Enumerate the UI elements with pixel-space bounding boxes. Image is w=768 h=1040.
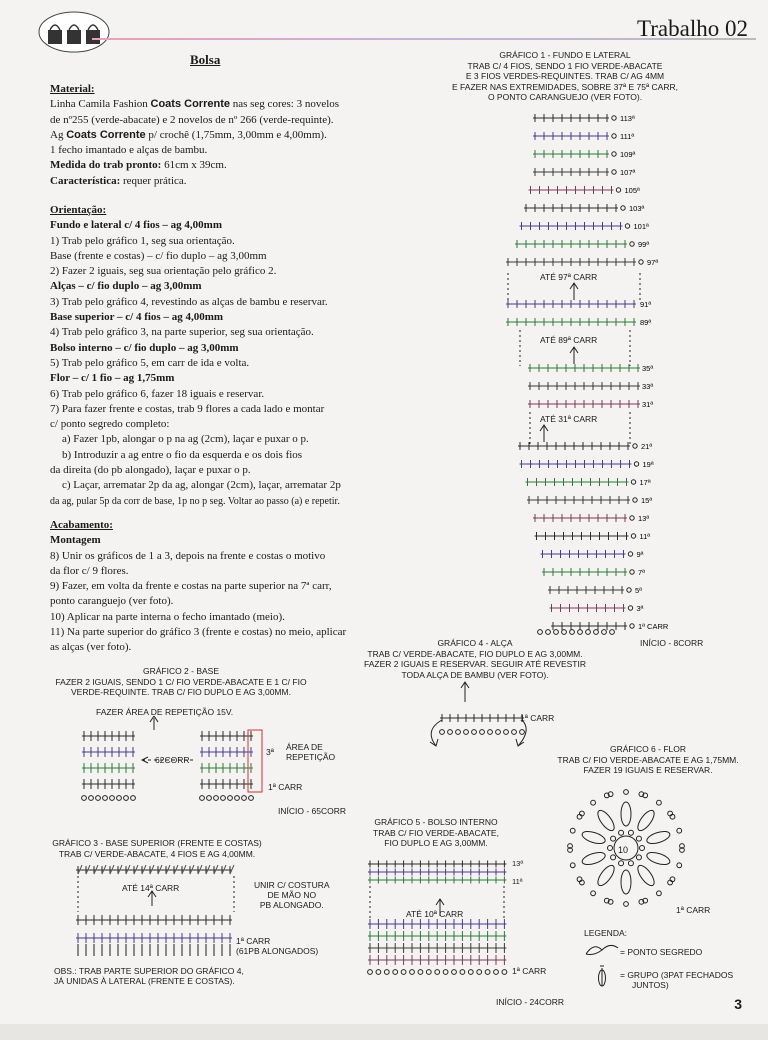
chain-stitch: [546, 630, 551, 635]
arrow-up-icon: [150, 716, 158, 730]
arrow-up-icon: [148, 891, 156, 906]
chain-stitch: [591, 891, 596, 896]
caption-line: TRAB C/ FIO VERDE-ABACATE,: [373, 827, 499, 838]
legend-item-ponto-segredo: = PONTO SEGREDO: [620, 947, 703, 957]
petal-grupo: [645, 829, 671, 846]
legend-heading: LEGENDA:: [584, 928, 627, 938]
obs-line: OBS.: TRAB PARTE SUPERIOR DO GRÁFICO 4,: [54, 966, 244, 976]
join-note-line: DE MÃO NO: [267, 890, 317, 900]
montagem-line: 9) Fazer, em volta da frente e costas na parte superior na 7ª carr,: [50, 580, 332, 593]
chain-stitch: [214, 796, 219, 801]
step-line: da direita (do pb alongado), laçar e puxar o p.: [50, 464, 251, 477]
chain-stitch: [554, 630, 559, 635]
chain-stitch: [221, 796, 226, 801]
montagem-line: 8) Unir os gráficos de 1 a 3, depois na frente e costas o motivo: [50, 549, 326, 562]
caption-line: FAZER 2 IGUAIS E RESERVAR. SEGUIR ATÉ REVESTIR: [363, 659, 586, 669]
legend-item-grupo: = GRUPO (3PAT FECHADOS: [620, 970, 734, 980]
row-label: 107ª: [620, 168, 636, 177]
caption-line: FAZER 19 IGUAIS E RESERVAR.: [583, 765, 713, 775]
chain-stitch: [249, 796, 254, 801]
petal-grupo: [581, 850, 607, 867]
grafico4-row1-label: 1ª CARR: [520, 713, 555, 723]
turning-chain: [633, 498, 637, 502]
chain-stitch: [586, 630, 591, 635]
chain-stitch: [443, 970, 448, 975]
gap-label: ATÉ 89ª CARR: [540, 335, 598, 345]
orientacao-line: Base (frente e costas) – c/ fio duplo – ag 3,00mm: [50, 249, 267, 262]
chain-stitch: [440, 730, 445, 735]
grafico1-caption: [430, 50, 700, 103]
chain-stitch: [591, 800, 596, 805]
legend-icons: [584, 940, 624, 990]
chain-stitch: [496, 730, 501, 735]
material-section: [50, 82, 380, 189]
row-label: 89ª: [640, 318, 652, 327]
chain-stitch: [628, 861, 633, 866]
chain-stitch: [110, 796, 115, 801]
chain-stitch: [460, 970, 465, 975]
legend-item-grupo-cont: JUNTOS): [632, 980, 669, 990]
turning-chain: [630, 624, 634, 628]
chain-stitch: [594, 630, 599, 635]
row-label: 111ª: [620, 132, 635, 141]
orientacao-subheading: Base superior – c/ 4 fios – ag 4,00mm: [50, 311, 224, 324]
caption-line: FAZER 2 IGUAIS, SENDO 1 C/ FIO VERDE-ABACATE E 1 C/ FIO: [55, 676, 307, 687]
turning-chain: [612, 134, 616, 138]
row-label: 1ª CARR: [638, 622, 669, 631]
chain-stitch: [103, 796, 108, 801]
turning-chain: [625, 224, 629, 228]
row-label: 3ª: [636, 604, 644, 613]
montagem-heading: Montagem: [50, 534, 101, 547]
chain-stitch: [611, 836, 616, 841]
chain-stitch: [636, 836, 641, 841]
arrow-up-icon: [540, 425, 548, 442]
caption-line: TRAB C/ VERDE-ABACATE, 4 FIOS E AG 4,00MM.: [58, 848, 256, 859]
grafico5-row1: 1ª CARR: [512, 966, 547, 976]
chain-stitch: [512, 730, 517, 735]
step-line: c) Laçar, arrematar 2p da ag, alongar (2cm), laçar, arrematar 2p: [62, 479, 341, 492]
chain-stitch: [562, 630, 567, 635]
chain-stitch: [368, 970, 373, 975]
caption-line: VERDE-REQUINTE. TRAB C/ FIO DUPLO E AG 3,00MM.: [71, 687, 291, 697]
petal-grupo: [635, 808, 657, 833]
caption-line: GRÁFICO 1 - FUNDO E LATERAL: [499, 50, 631, 60]
chain-stitch: [636, 855, 641, 860]
caption-line: GRÁFICO 5 - BOLSO INTERNO: [374, 817, 498, 827]
grafico2-row3-label: 3ª: [266, 747, 274, 757]
chain-stitch: [578, 630, 583, 635]
grafico2-caption: [36, 666, 326, 698]
chain-stitch: [610, 630, 615, 635]
montagem-line: ponto caranguejo (ver foto).: [50, 595, 174, 608]
grafico1-diagram: [490, 108, 730, 648]
chain-stitch: [504, 730, 509, 735]
caption-line: E FAZER NAS EXTREMIDADES, SOBRE 37ª E 75ª CARR,: [452, 81, 678, 92]
join-note-line: PB ALONGADO.: [259, 900, 324, 910]
medida-value: 61cm x 39cm.: [161, 159, 227, 172]
orientacao-line: 7) Para fazer frente e costas, trab 9 flores a cada lado e montar: [50, 402, 325, 415]
caption-line: GRÁFICO 3 - BASE SUPERIOR (FRENTE E COSTAS): [52, 838, 262, 848]
row-label: 5ª: [635, 586, 642, 595]
row-label: 19ª: [642, 460, 654, 469]
turning-chain: [631, 534, 635, 538]
montagem-line: 11) Na parte superior do gráfico 3 (frente e costas) no meio, aplicar: [50, 626, 347, 639]
montagem-line: as alças (ver foto).: [50, 641, 132, 654]
turning-chain: [634, 462, 638, 466]
section-title: Trabalho 02: [637, 16, 748, 41]
chain-stitch: [435, 970, 440, 975]
chain-stitch: [640, 846, 645, 851]
petal-grupo: [621, 802, 631, 826]
turning-chain: [616, 188, 620, 192]
chain-stitch: [624, 790, 629, 795]
chain-stitch: [677, 863, 682, 868]
orientacao-line: 3) Trab pelo gráfico 4, revestindo as alças de bambu e reservar.: [50, 295, 328, 308]
chain-stitch: [235, 796, 240, 801]
turning-chain: [630, 516, 634, 520]
material-line: Ag Coats Corrente p/ crochê (1,75mm, 3,00mm e 4,00mm).: [50, 128, 327, 141]
row1-line: (61PB ALONGADOS): [236, 946, 319, 956]
montagem-line: 10) Aplicar na parte interna o fecho imantado (meio).: [50, 610, 285, 623]
chain-stitch: [228, 796, 233, 801]
petal-grupo: [645, 850, 671, 867]
chain-stitch: [624, 902, 629, 907]
petal-grupo: [581, 829, 607, 846]
chain-stitch: [468, 970, 473, 975]
turning-chain: [621, 206, 625, 210]
chain-stitch: [207, 796, 212, 801]
grafico4-caption: [350, 638, 600, 680]
grafico3-obs: [54, 966, 244, 986]
orientacao-line: c/ ponto segredo completo:: [50, 418, 170, 431]
turning-chain: [612, 116, 616, 120]
turning-chain: [628, 552, 632, 556]
row-label: 105ª: [624, 186, 640, 195]
caption-line: GRÁFICO 2 - BASE: [142, 666, 220, 676]
grafico2-chain-label: 62CORR: [155, 755, 190, 765]
caption-line: TRAB C/ VERDE-ABACATE, FIO DUPLO E AG 3,00MM.: [367, 648, 583, 659]
step-line: a) Fazer 1pb, alongar o p na ag (2cm), laçar e puxar o p.: [62, 433, 309, 446]
row1-line: 1ª CARR: [236, 936, 271, 946]
chain-stitch: [448, 730, 453, 735]
gap-label: ATÉ 97ª CARR: [540, 272, 598, 282]
row-label: 15ª: [641, 496, 653, 505]
caption-line: O PONTO CARANGUEJO (VER FOTO).: [487, 92, 643, 102]
chain-stitch: [477, 970, 482, 975]
turning-chain: [628, 606, 632, 610]
turning-chain: [630, 242, 634, 246]
chain-stitch: [200, 796, 205, 801]
bags-logo-icon: [38, 10, 110, 54]
grupo-icon: [599, 966, 606, 986]
chain-stitch: [570, 863, 575, 868]
chain-stitch: [464, 730, 469, 735]
chain-stitch: [480, 730, 485, 735]
chain-stitch: [131, 796, 136, 801]
chain-stitch: [376, 970, 381, 975]
grafico3-join-note: [254, 880, 330, 910]
chain-stitch: [488, 730, 493, 735]
row-label: 97ª: [647, 258, 659, 267]
ponto-segredo-icon: [586, 945, 618, 954]
grafico2-diagram: [76, 716, 276, 816]
row-label: 109ª: [620, 150, 636, 159]
chain-stitch: [611, 855, 616, 860]
grafico2-start-label: INÍCIO - 65CORR: [278, 806, 347, 816]
petal-grupo: [635, 863, 657, 888]
chain-stitch: [410, 970, 415, 975]
repeat-area-line: ÁREA DE: [286, 742, 323, 752]
grafico5-row11: 11ª: [512, 877, 523, 886]
grafico2-row1-label: 1ª CARR: [268, 782, 303, 792]
chain-stitch: [426, 970, 431, 975]
grafico5-start-label: INÍCIO - 24CORR: [496, 997, 565, 1007]
arrow-up-icon: [570, 347, 578, 364]
montagem-line: da flor c/ 9 flores.: [50, 564, 129, 577]
row-label: 13ª: [638, 514, 650, 523]
petal-grupo: [621, 870, 631, 894]
grafico3-gap-label: ATÉ 14ª CARR: [122, 883, 180, 893]
chain-stitch: [89, 796, 94, 801]
grafico4-diagram: [420, 680, 530, 760]
turning-chain: [612, 170, 616, 174]
row-label: 11ª: [639, 532, 651, 541]
chain-stitch: [502, 970, 507, 975]
grafico3-caption: [32, 838, 282, 859]
orientacao-line: 4) Trab pelo gráfico 3, na parte superior, seg sua orientação.: [50, 326, 314, 339]
chain-stitch: [418, 970, 423, 975]
chain-stitch: [393, 970, 398, 975]
orientacao-subheading: Fundo e lateral c/ 4 fios – ag 4,00mm: [50, 219, 223, 232]
brand-name: Coats Corrente: [150, 98, 230, 111]
step-line: b) Introduzir a ag entre o fio da esquerda e os dois fios: [62, 448, 303, 461]
chain-stitch: [628, 830, 633, 835]
medida-line: [50, 158, 380, 173]
petal-grupo: [595, 863, 617, 888]
caption-line: E 3 FIOS VERDES-REQUINTES. TRAB C/ AG 4MM: [465, 71, 665, 81]
turning-chain: [627, 588, 631, 592]
article-title: Bolsa: [190, 52, 221, 67]
caracteristica-value: requer prática.: [120, 174, 187, 187]
row-label: 91ª: [640, 300, 652, 309]
grafico1-start-label: INÍCIO - 8CORR: [640, 638, 704, 648]
medida-label: Medida do trab pronto:: [50, 159, 162, 172]
caption-line: TRAB C/ 4 FIOS, SENDO 1 FIO VERDE-ABACATE: [467, 60, 663, 71]
material-line: Linha Camila Fashion Coats Corrente nas seg cores: 3 novelos: [50, 98, 340, 111]
turning-chain: [633, 444, 637, 448]
row-label: 101ª: [633, 222, 649, 231]
acabamento-section: [50, 518, 380, 656]
chain-stitch: [619, 830, 624, 835]
grafico6-row1: 1ª CARR: [676, 905, 711, 915]
orientacao-subheading: Bolso interno – c/ fio duplo – ag 3,00mm: [50, 341, 239, 354]
caption-line: GRÁFICO 6 - FLOR: [609, 744, 687, 754]
chain-stitch: [485, 970, 490, 975]
chain-stitch: [619, 861, 624, 866]
row-label: 7ª: [638, 568, 645, 577]
material-heading: Material:: [50, 83, 95, 95]
orientacao-line: 6) Trab pelo gráfico 6, fazer 18 iguais e reservar.: [50, 387, 265, 400]
orientacao-line: 1) Trab pelo gráfico 1, seg sua orientação.: [50, 234, 235, 247]
chain-stitch: [657, 891, 662, 896]
grafico3-diagram: [72, 862, 247, 962]
gap-label: ATÉ 31ª CARR: [540, 414, 598, 424]
chain-stitch: [602, 630, 607, 635]
grafico6-caption: [548, 744, 748, 776]
row-label: 9ª: [636, 550, 644, 559]
caption-line: TODA ALÇA DE BAMBU (VER FOTO).: [401, 669, 549, 680]
chain-stitch: [242, 796, 247, 801]
caracteristica-line: [50, 174, 380, 189]
grafico5-caption: [356, 817, 516, 849]
grafico5-gap-label: ATÉ 10ª CARR: [406, 909, 464, 919]
chain-stitch: [570, 828, 575, 833]
turning-chain: [630, 570, 634, 574]
row-label: 35ª: [642, 364, 654, 373]
orientacao-heading: Orientação:: [50, 204, 107, 216]
petal-grupo: [595, 808, 617, 833]
brand-name: Coats Corrente: [66, 128, 146, 141]
row-label: 33ª: [642, 382, 654, 391]
material-line: 1 fecho imantado e alças de bambu.: [50, 144, 208, 157]
grafico3-row1-label: [236, 936, 318, 956]
join-note-line: UNIR C/ COSTURA: [254, 880, 330, 890]
row-label: 99ª: [638, 240, 650, 249]
chain-stitch: [520, 730, 525, 735]
chain-stitch: [570, 630, 575, 635]
repeat-area-line: REPETIÇÃO: [286, 752, 336, 762]
orientacao-subheading: Alças – c/ fio duplo – ag 3,00mm: [50, 280, 202, 293]
orientacao-line: 5) Trab pelo gráfico 5, em carr de ida e volta.: [50, 356, 250, 369]
grafico5-diagram: [362, 854, 512, 984]
chain-stitch: [384, 970, 389, 975]
turning-chain: [639, 260, 643, 264]
turning-chain: [631, 480, 635, 484]
caption-line: FIO DUPLO E AG 3,00MM.: [384, 838, 488, 848]
page-bottom-band: [0, 1024, 768, 1040]
chain-stitch: [472, 730, 477, 735]
row-label: 113ª: [620, 114, 635, 123]
page-number: 3: [734, 996, 742, 1012]
repeat-area-bracket: [248, 730, 262, 792]
chain-stitch: [82, 796, 87, 801]
chain-stitch: [96, 796, 101, 801]
row-label: 21ª: [641, 442, 653, 451]
caption-line: GRÁFICO 4 - ALÇA: [437, 638, 513, 648]
chain-stitch: [677, 828, 682, 833]
row-label: 31ª: [642, 400, 654, 409]
material-line: de nº255 (verde-abacate) e 2 novelos de nº 266 (verde-requinte).: [50, 113, 334, 126]
obs-line: JÁ UNIDAS À LATERAL (FRENTE E COSTAS).: [54, 976, 235, 986]
step-line: da ag, pular 5p da corr de base, 1p no p seg. Voltar ao passo (a) e repetir.: [50, 495, 340, 507]
row-label: 17ª: [639, 478, 651, 487]
caption-line: TRAB C/ FIO VERDE-ABACATE E AG 1,75MM.: [557, 754, 739, 765]
orientacao-line: 2) Fazer 2 iguais, seg sua orientação pelo gráfico 2.: [50, 265, 277, 278]
acabamento-heading: Acabamento:: [50, 519, 113, 531]
chain-stitch: [456, 730, 461, 735]
turning-chain: [612, 152, 616, 156]
chain-stitch: [452, 970, 457, 975]
grafico6-center: 10: [618, 845, 629, 855]
row-label: 103ª: [629, 204, 645, 213]
chain-stitch: [124, 796, 129, 801]
chain-stitch: [608, 846, 613, 851]
chain-stitch: [657, 800, 662, 805]
orientacao-subheading: Flor – c/ 1 fio – ag 1,75mm: [50, 372, 175, 385]
arrow-up-icon: [570, 283, 578, 300]
grafico5-row13: 13ª: [512, 859, 524, 868]
chain-stitch: [401, 970, 406, 975]
grafico2-repeat-area: [286, 742, 335, 762]
chain-stitch: [117, 796, 122, 801]
chain-stitch: [538, 630, 543, 635]
caracteristica-label: Característica:: [50, 174, 121, 187]
chain-stitch: [494, 970, 499, 975]
grafico2-repeat-note: FAZER ÁREA DE REPETIÇÃO 15V.: [96, 707, 234, 717]
orientacao-section: [50, 203, 380, 509]
